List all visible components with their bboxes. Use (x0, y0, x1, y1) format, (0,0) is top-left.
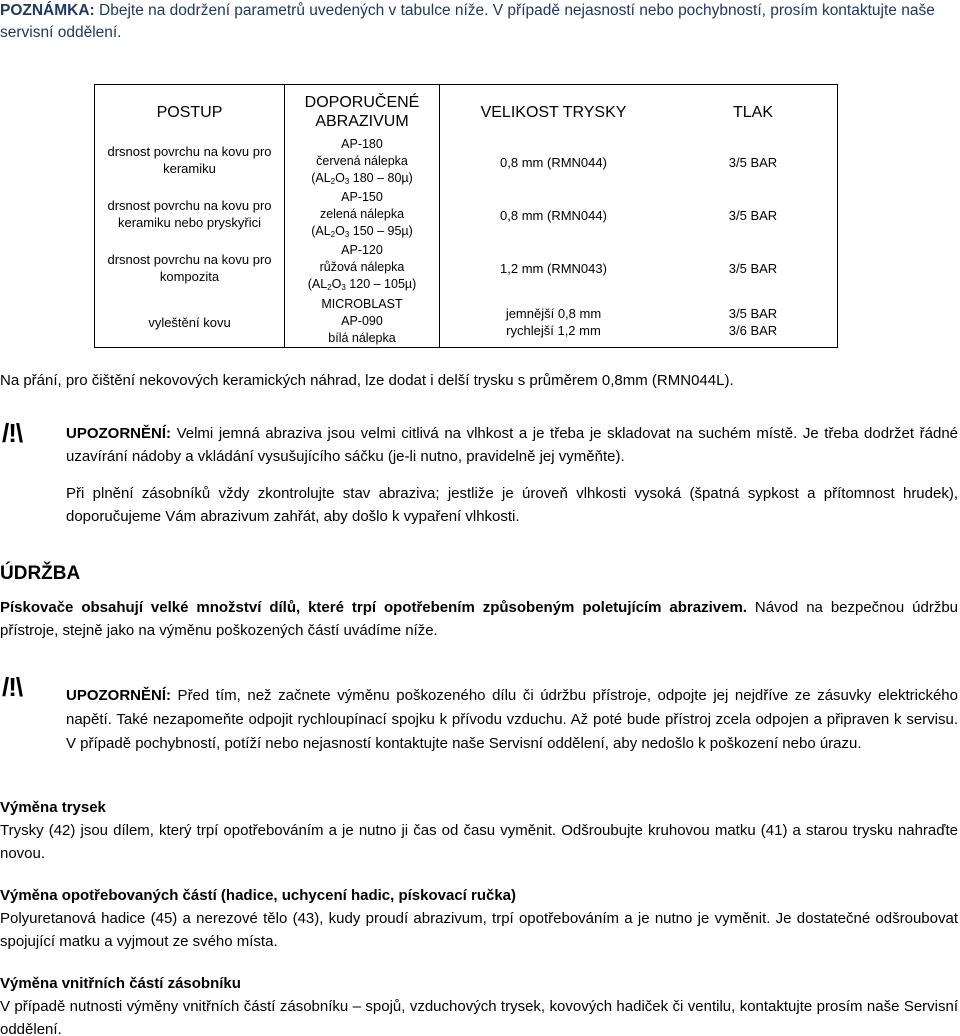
pressure-cell: 3/5 BAR (728, 208, 778, 223)
section-text: V případě nutnosti výměny vnitřních částí zásobníku – spojů, vzduchových trysek, kovových hadiček či ventilu, kontaktujte prosím naše Servisní oddělení. (0, 998, 958, 1036)
procedure-header: POSTUP (156, 104, 223, 121)
abrasive-formula: ($AL_2O_3$ 150 – 95µ) (311, 224, 413, 239)
pressure-header: TLAK (732, 104, 773, 121)
abrasive-cell: AP-150 zelená nálepka ($AL_2O_3$ 150 – 95µ) (285, 189, 439, 240)
abrasive-header: DOPORUČENÉ ABRAZIVUM (304, 94, 420, 130)
nozzle-cell: jemnější 0,8 mm rychlejší 1,2 mm (505, 306, 602, 338)
procedure-cell: drsnost povrchu na kovu pro keramiku (107, 144, 272, 176)
pressure-cell: 3/5 BAR (728, 155, 778, 170)
warning-icon: /!\ (2, 418, 23, 448)
nozzle-cell: 0,8 mm (RMN044) (500, 155, 607, 170)
procedure-column (95, 85, 285, 347)
warning-label: UPOZORNĚNÍ: (66, 425, 171, 442)
procedure-cell: drsnost povrchu na kovu pro keramiku nebo pryskyřici (107, 198, 272, 230)
abrasive-formula: ($AL_2O_3$ 180 – 80µ) (311, 171, 413, 186)
warning-paragraph-1: UPOZORNĚNÍ: Velmi jemná abraziva jsou velmi citlivá na vlhkost a je třeba je skladovat na suchém místě. Je třeba dodržet řádné uzavírání nádoby a vkládání vysušujícího sáčku (je-li nutno, pravidelně jej vyměňte). (66, 425, 958, 465)
warning-label: UPOZORNĚNÍ: (66, 687, 171, 704)
maintenance-paragraph: Pískovače obsahují velké množství dílů, které trpí opotřebením způsobeným poletujícím abrazivem. Návod na bezpečnou údržbu přístroje, stejně jako na výměnu poškozených částí uvádíme níže. (0, 599, 959, 639)
nozzle-cell: 0,8 mm (RMN044) (500, 208, 607, 223)
abrasive-cell: AP-120 růžová nálepka ($AL_2O_3$ 120 – 105µ) (285, 242, 439, 293)
pressure-cell: 3/5 BAR 3/6 BAR (728, 306, 778, 338)
pressure-cell: 3/5 BAR (728, 261, 778, 276)
procedure-cell: drsnost povrchu na kovu pro kompozita (107, 252, 272, 284)
pressure-column (667, 85, 839, 347)
section-text: Trysky (42) jsou dílem, který trpí opotřebováním a je nutno ji čas od času vyměnit. Odšroubujte kruhovou matku (41) a starou trysku nahraďte novou. (0, 822, 958, 862)
nozzle-cell: 1,2 mm (RMN043) (500, 261, 607, 276)
section-title: Výměna opotřebovaných částí (hadice, uchycení hadic, pískovací ručka) (0, 887, 517, 904)
warning-paragraph-2: Při plnění zásobníků vždy zkontrolujte stav abraziva; jestliže je úroveň vlhkosti vysoká (špatná sypkost a přítomnost hrudek), doporučujeme Vám abrazivum zahřát, aby došlo k vypaření vlhkosti. (66, 485, 958, 525)
section-text: Polyuretanová hadice (45) a nerezové tělo (43), kudy proudí abrazivum, trpí opotřebováním a je nutno je vyměnit. Je dostatečné odšroubovat spojující matku a vyjmout ze svého místa. (0, 910, 958, 950)
parameters-table (94, 84, 838, 348)
abrasive-cell: MICROBLAST AP-090 bílá nálepka (321, 297, 403, 345)
section-title: Výměna vnitřních částí zásobníku (0, 975, 241, 992)
nozzle-header: VELIKOST TRYSKY (480, 104, 627, 121)
note-label: POZNÁMKA: (0, 2, 95, 19)
abrasive-cell: AP-180 červená nálepka ($AL_2O_3$ 180 – 80µ) (285, 136, 439, 187)
note-paragraph (0, 0, 958, 44)
long-nozzle-note: Na přání, pro čištění nekovových keramických náhrad, lze dodat i delší trysku s průměrem 0,8mm (RMN044L). (0, 372, 734, 389)
section-title: Výměna trysek (0, 799, 106, 816)
maintenance-heading: ÚDRŽBA (0, 563, 81, 584)
nozzle-column (440, 85, 667, 347)
note-text: Dbejte na dodržení parametrů uvedených v tabulce níže. V případě nejasností nebo pochybností, prosím kontaktujte naše servisní oddělení. (0, 2, 935, 41)
abrasive-formula: ($AL_2O_3$ 120 – 105µ) (307, 277, 417, 292)
procedure-cell: vyleštění kovu (148, 315, 231, 330)
warning-icon: /!\ (2, 672, 23, 702)
abrasive-column (285, 85, 440, 347)
warning-paragraph-3: UPOZORNĚNÍ: Před tím, než začnete výměnu poškozeného dílu či údržbu přístroje, odpojte jej nejdříve ze zásuvky elektrického napětí. Také nezapomeňte odpojit rychloupínací spojku k přívodu vzduchu. Až poté bude přístroj zcela odpojen a připraven k servisu. V případě pochybností, potíží nebo nejasností kontaktujte naše Servisní oddělení, aby nedošlo k poškození nebo úrazu. (66, 687, 958, 752)
